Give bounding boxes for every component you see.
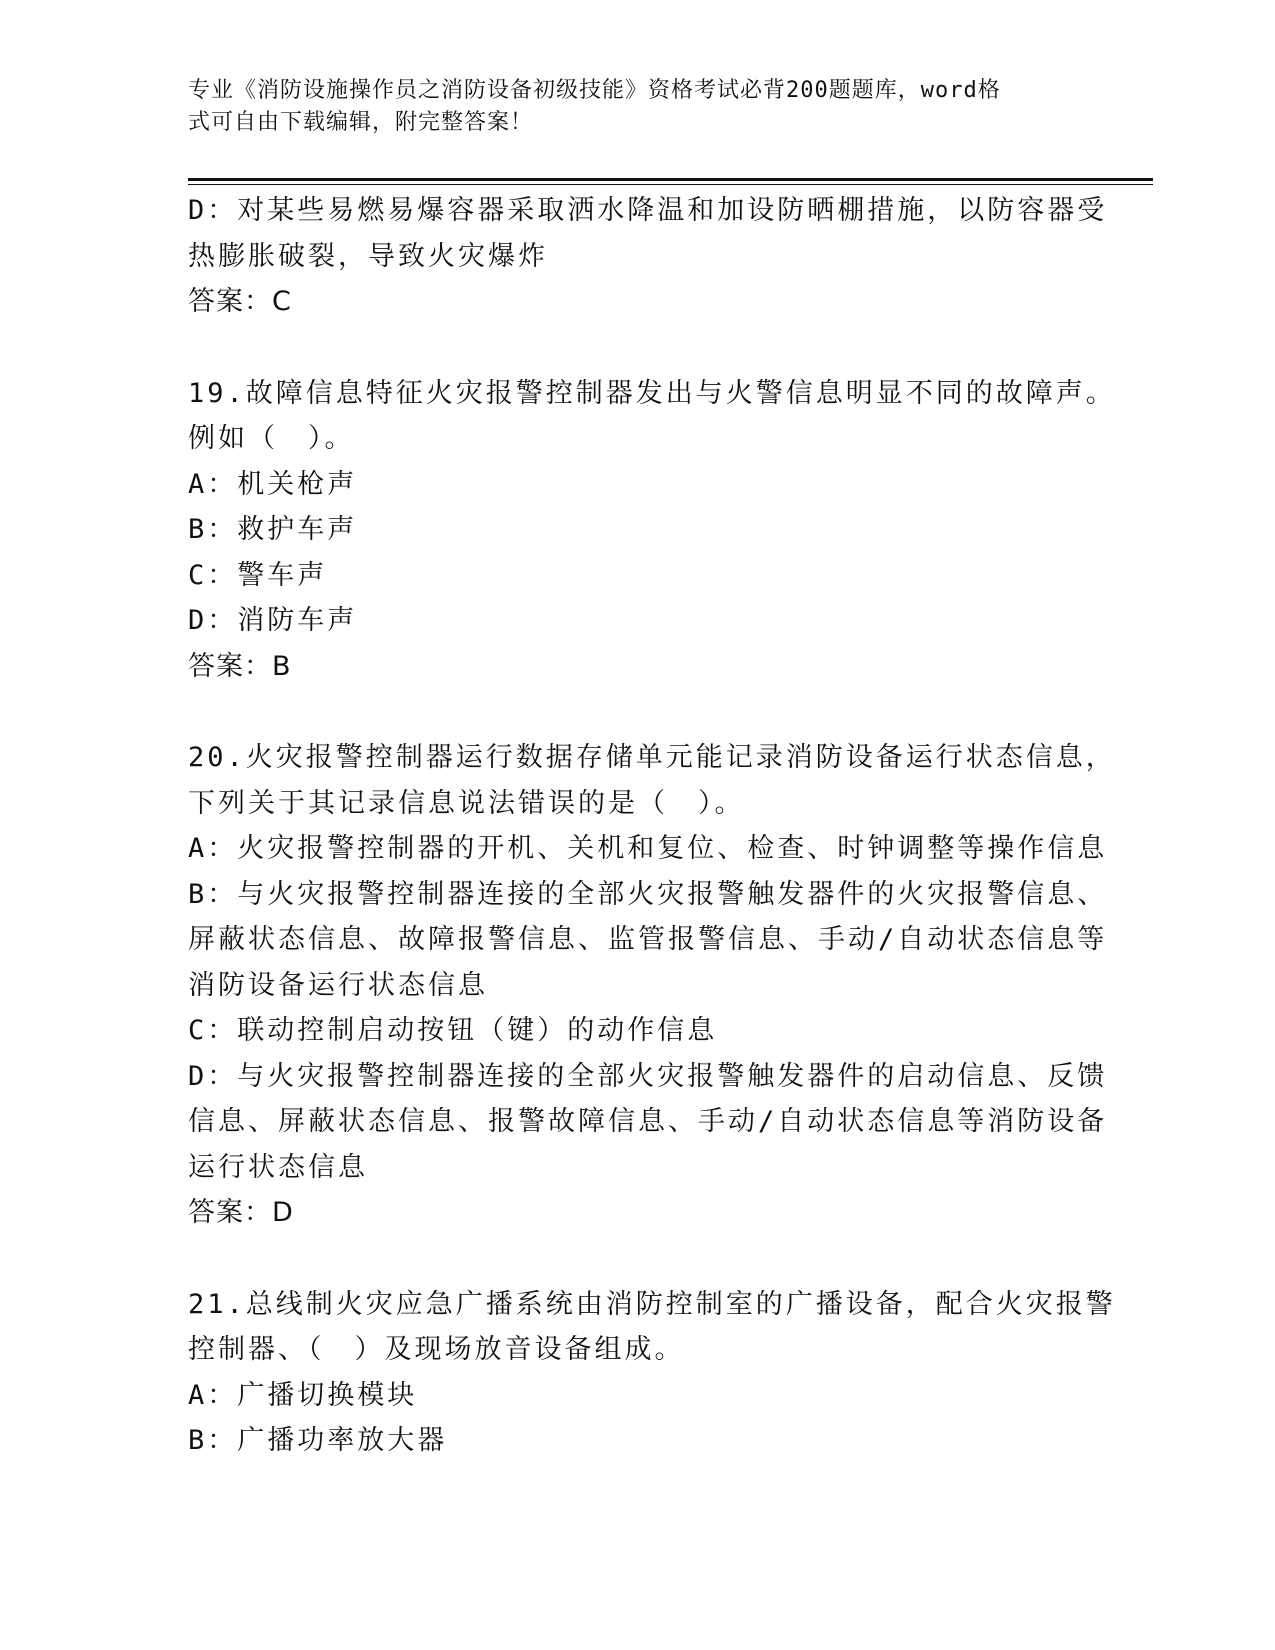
q19-option-d: D：消防车声	[188, 605, 358, 636]
q20-option-a: A：火灾报警控制器的开机、关机和复位、检查、时钟调整等操作信息	[188, 833, 1108, 864]
header-rule-thick	[188, 178, 1153, 181]
q21-option-a: A：广播切换模块	[188, 1379, 418, 1411]
q21-stem: 21.总线制火灾应急广播系统由消防控制室的广播设备，配合火灾报警	[188, 1288, 1116, 1320]
q20-option-b-cont-1: 屏蔽状态信息、故障报警信息、监管报警信息、手动/自动状态信息等	[188, 924, 1108, 955]
q18-option-d-cont: 热膨胀破裂，导致火灾爆炸	[188, 240, 548, 272]
document-header	[188, 75, 1068, 139]
q20-option-d: D：与火灾报警控制器连接的全部火灾报警触发器件的启动信息、反馈	[188, 1060, 1108, 1092]
q20-option-b-cont-2: 消防设备运行状态信息	[188, 969, 488, 1001]
header-line-1: 专业《消防设施操作员之消防设备初级技能》资格考试必背200题题库，word格	[188, 78, 1001, 103]
question-18	[188, 188, 1108, 325]
q20-option-d-cont-2: 运行状态信息	[188, 1151, 368, 1183]
q19-answer: 答案：B	[188, 650, 292, 682]
q20-answer: 答案：D	[188, 1197, 294, 1228]
q20-option-c: C：联动控制启动按钮（键）的动作信息	[188, 1015, 718, 1046]
question-21	[188, 1282, 1116, 1464]
document-body	[188, 188, 1116, 1464]
q21-option-b: B：广播功率放大器	[188, 1425, 448, 1456]
question-19	[188, 371, 1116, 690]
q19-option-a: A：机关枪声	[188, 468, 358, 500]
q19-option-c: C：警车声	[188, 559, 328, 591]
header-line-2: 式可自由下载编辑，附完整答案！	[188, 110, 534, 135]
q19-stem: 19.故障信息特征火灾报警控制器发出与火警信息明显不同的故障声。	[188, 377, 1116, 409]
q20-option-b: B：与火灾报警控制器连接的全部火灾报警触发器件的火灾报警信息、	[188, 878, 1108, 910]
q18-option-d: D：对某些易燃易爆容器采取洒水降温和加设防晒棚措施，以防容器受	[188, 195, 1108, 226]
q19-option-b: B：救护车声	[188, 514, 358, 545]
q20-stem: 20.火灾报警控制器运行数据存储单元能记录消防设备运行状态信息，	[188, 742, 1116, 773]
q20-option-d-cont-1: 信息、屏蔽状态信息、报警故障信息、手动/自动状态信息等消防设备	[188, 1106, 1108, 1137]
question-20	[188, 735, 1116, 1236]
q21-stem-cont: 控制器、（ ）及现场放音设备组成。	[188, 1334, 685, 1365]
q18-answer: 答案：C	[188, 286, 292, 317]
q19-stem-cont: 例如（ ）。	[188, 423, 355, 454]
header-rule-thin	[188, 184, 1153, 185]
q20-stem-cont: 下列关于其记录信息说法错误的是（ ）。	[188, 787, 745, 819]
